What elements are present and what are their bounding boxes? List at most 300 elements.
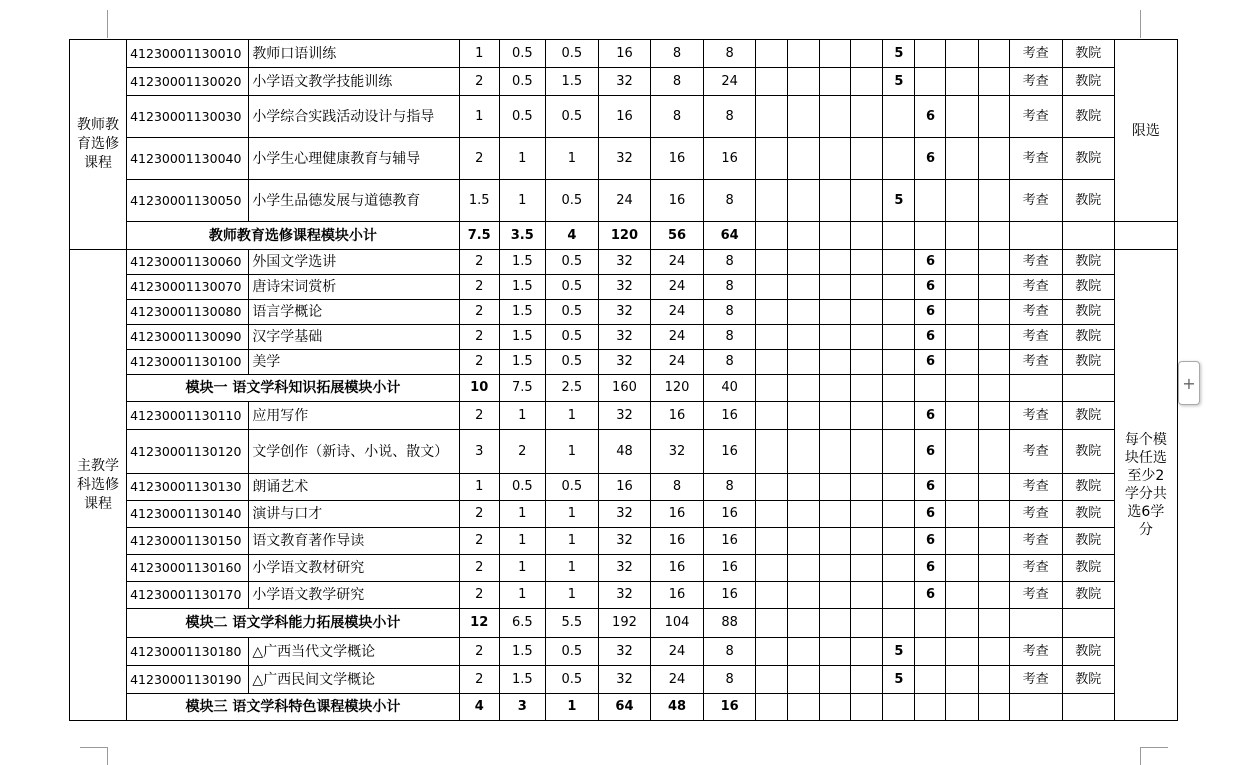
practice-credit-cell: 0.5	[545, 474, 598, 501]
practice-hours-cell: 24	[704, 68, 756, 96]
theory-hours-cell: 16	[651, 402, 704, 430]
semester-cell	[756, 501, 788, 528]
table-row	[70, 68, 1178, 96]
semester-cell	[820, 501, 851, 528]
semester-cell	[820, 638, 851, 666]
total-hours-cell: 48	[598, 430, 650, 474]
exam-type-cell: 考查	[1009, 40, 1062, 68]
theory-hours-cell: 8	[651, 68, 704, 96]
practice-credit-cell: 0.5	[545, 325, 598, 350]
semester-cell: 6	[915, 96, 946, 138]
empty-cell	[1062, 375, 1114, 402]
semester-cell	[756, 300, 788, 325]
theory-hours-cell: 32	[651, 430, 704, 474]
category-cell: 主教学科选修课程	[70, 250, 127, 721]
semester-cell	[788, 474, 820, 501]
table-row	[70, 300, 1178, 325]
exam-type-cell: 考查	[1009, 180, 1062, 222]
empty-cell	[883, 222, 915, 250]
subtotal-value: 4	[545, 222, 598, 250]
table-row	[70, 501, 1178, 528]
semester-cell: 6	[915, 474, 946, 501]
course-code: 41230001130140	[127, 501, 249, 528]
theory-hours-cell: 24	[651, 638, 704, 666]
table-row	[70, 325, 1178, 350]
department-cell: 教院	[1062, 300, 1114, 325]
semester-cell	[820, 430, 851, 474]
practice-credit-cell: 0.5	[545, 250, 598, 275]
empty-cell	[756, 609, 788, 638]
semester-cell	[978, 582, 1009, 609]
semester-cell: 6	[915, 555, 946, 582]
semester-cell	[883, 501, 915, 528]
semester-cell	[756, 638, 788, 666]
course-code: 41230001130050	[127, 180, 249, 222]
department-cell: 教院	[1062, 180, 1114, 222]
subtotal-label: 模块二 语文学科能力拓展模块小计	[127, 609, 460, 638]
department-cell: 教院	[1062, 474, 1114, 501]
semester-cell	[788, 638, 820, 666]
theory-credit-cell: 1.5	[499, 325, 545, 350]
total-hours-cell: 32	[598, 666, 650, 694]
empty-cell	[1009, 222, 1062, 250]
semester-cell	[978, 350, 1009, 375]
theory-credit-cell: 0.5	[499, 40, 545, 68]
department-cell: 教院	[1062, 325, 1114, 350]
practice-hours-cell: 16	[704, 402, 756, 430]
exam-type-cell: 考查	[1009, 638, 1062, 666]
subtotal-value: 120	[651, 375, 704, 402]
semester-cell	[978, 501, 1009, 528]
subtotal-value: 192	[598, 609, 650, 638]
semester-cell: 5	[883, 666, 915, 694]
semester-cell	[946, 528, 978, 555]
total-hours-cell: 32	[598, 250, 650, 275]
table-row	[70, 40, 1178, 68]
semester-cell	[756, 402, 788, 430]
table-row	[70, 638, 1178, 666]
semester-cell	[915, 666, 946, 694]
credit-cell: 1	[459, 474, 499, 501]
department-cell: 教院	[1062, 582, 1114, 609]
theory-hours-cell: 16	[651, 180, 704, 222]
empty-cell	[978, 694, 1009, 721]
course-name: △广西当代文学概论	[249, 638, 459, 666]
theory-credit-cell: 2	[499, 430, 545, 474]
theory-hours-cell: 24	[651, 275, 704, 300]
semester-cell	[946, 250, 978, 275]
empty-cell	[756, 375, 788, 402]
course-name: 演讲与口才	[249, 501, 459, 528]
theory-credit-cell: 1.5	[499, 250, 545, 275]
theory-hours-cell: 8	[651, 96, 704, 138]
credit-cell: 2	[459, 68, 499, 96]
semester-cell: 6	[915, 275, 946, 300]
semester-cell	[851, 250, 883, 275]
subtotal-value: 48	[651, 694, 704, 721]
course-name: 美学	[249, 350, 459, 375]
course-code: 41230001130160	[127, 555, 249, 582]
plus-icon: +	[1182, 373, 1196, 393]
theory-credit-cell: 1	[499, 555, 545, 582]
department-cell: 教院	[1062, 350, 1114, 375]
semester-cell	[946, 300, 978, 325]
total-hours-cell: 32	[598, 582, 650, 609]
credit-cell: 2	[459, 250, 499, 275]
empty-cell	[820, 375, 851, 402]
course-code: 41230001130080	[127, 300, 249, 325]
theory-hours-cell: 24	[651, 350, 704, 375]
semester-cell	[820, 555, 851, 582]
practice-credit-cell: 1	[545, 402, 598, 430]
semester-cell	[946, 180, 978, 222]
theory-credit-cell: 0.5	[499, 96, 545, 138]
semester-cell	[851, 180, 883, 222]
credit-cell: 2	[459, 402, 499, 430]
empty-cell	[1062, 694, 1114, 721]
semester-cell	[883, 96, 915, 138]
note-cell: 限选	[1114, 40, 1177, 222]
semester-cell	[946, 555, 978, 582]
semester-cell	[851, 350, 883, 375]
side-plus-button[interactable]	[1178, 361, 1200, 405]
course-code: 41230001130130	[127, 474, 249, 501]
semester-cell	[820, 180, 851, 222]
semester-cell: 6	[915, 402, 946, 430]
practice-credit-cell: 0.5	[545, 638, 598, 666]
table-row	[70, 555, 1178, 582]
practice-hours-cell: 8	[704, 300, 756, 325]
subtotal-value: 160	[598, 375, 650, 402]
theory-hours-cell: 24	[651, 250, 704, 275]
semester-cell: 6	[915, 501, 946, 528]
semester-cell	[788, 180, 820, 222]
semester-cell	[756, 528, 788, 555]
course-name: 语言学概论	[249, 300, 459, 325]
semester-cell	[820, 96, 851, 138]
total-hours-cell: 32	[598, 638, 650, 666]
semester-cell: 6	[915, 350, 946, 375]
course-code: 41230001130190	[127, 666, 249, 694]
department-cell: 教院	[1062, 138, 1114, 180]
theory-hours-cell: 24	[651, 300, 704, 325]
credit-cell: 2	[459, 350, 499, 375]
department-cell: 教院	[1062, 402, 1114, 430]
course-code: 41230001130010	[127, 40, 249, 68]
semester-cell	[946, 501, 978, 528]
semester-cell	[978, 180, 1009, 222]
semester-cell	[978, 275, 1009, 300]
empty-cell	[756, 694, 788, 721]
course-code: 41230001130060	[127, 250, 249, 275]
theory-credit-cell: 1.5	[499, 666, 545, 694]
table-row	[70, 180, 1178, 222]
total-hours-cell: 16	[598, 40, 650, 68]
table-row	[70, 350, 1178, 375]
credit-cell: 2	[459, 638, 499, 666]
credit-cell: 3	[459, 430, 499, 474]
semester-cell	[915, 40, 946, 68]
semester-cell	[978, 300, 1009, 325]
credit-cell: 2	[459, 666, 499, 694]
semester-cell	[978, 555, 1009, 582]
table-row	[70, 250, 1178, 275]
crop-mark-bottom-left	[80, 747, 108, 765]
semester-cell	[978, 138, 1009, 180]
subtotal-row	[70, 694, 1178, 721]
theory-credit-cell: 1.5	[499, 275, 545, 300]
practice-credit-cell: 0.5	[545, 96, 598, 138]
empty-cell	[915, 609, 946, 638]
semester-cell	[788, 138, 820, 180]
subtotal-value: 2.5	[545, 375, 598, 402]
empty-cell	[946, 375, 978, 402]
theory-credit-cell: 1	[499, 528, 545, 555]
department-cell: 教院	[1062, 501, 1114, 528]
semester-cell	[756, 68, 788, 96]
subtotal-row	[70, 609, 1178, 638]
semester-cell	[788, 250, 820, 275]
subtotal-row	[70, 375, 1178, 402]
empty-cell	[978, 375, 1009, 402]
empty-cell	[788, 609, 820, 638]
exam-type-cell: 考查	[1009, 501, 1062, 528]
total-hours-cell: 32	[598, 501, 650, 528]
practice-credit-cell: 0.5	[545, 300, 598, 325]
semester-cell: 5	[883, 180, 915, 222]
credit-cell: 2	[459, 555, 499, 582]
subtotal-value: 6.5	[499, 609, 545, 638]
practice-credit-cell: 0.5	[545, 350, 598, 375]
semester-cell	[756, 96, 788, 138]
theory-credit-cell: 0.5	[499, 474, 545, 501]
credit-cell: 2	[459, 275, 499, 300]
semester-cell	[820, 250, 851, 275]
credit-cell: 2	[459, 300, 499, 325]
table-row	[70, 96, 1178, 138]
practice-hours-cell: 8	[704, 474, 756, 501]
semester-cell	[851, 666, 883, 694]
semester-cell	[946, 474, 978, 501]
practice-hours-cell: 8	[704, 666, 756, 694]
practice-credit-cell: 1	[545, 528, 598, 555]
semester-cell	[915, 180, 946, 222]
empty-cell	[946, 222, 978, 250]
empty-cell	[883, 694, 915, 721]
practice-hours-cell: 8	[704, 350, 756, 375]
subtotal-value: 10	[459, 375, 499, 402]
exam-type-cell: 考查	[1009, 555, 1062, 582]
subtotal-value: 12	[459, 609, 499, 638]
exam-type-cell: 考查	[1009, 325, 1062, 350]
semester-cell	[851, 325, 883, 350]
department-cell: 教院	[1062, 40, 1114, 68]
semester-cell	[756, 275, 788, 300]
course-name: 小学语文教学技能训练	[249, 68, 459, 96]
semester-cell	[883, 275, 915, 300]
empty-cell	[883, 609, 915, 638]
course-name: 汉字学基础	[249, 325, 459, 350]
empty-cell	[946, 694, 978, 721]
theory-hours-cell: 24	[651, 325, 704, 350]
semester-cell	[883, 250, 915, 275]
semester-cell	[820, 350, 851, 375]
semester-cell	[851, 96, 883, 138]
empty-cell	[978, 609, 1009, 638]
theory-hours-cell: 16	[651, 501, 704, 528]
subtotal-value: 4	[459, 694, 499, 721]
subtotal-label: 教师教育选修课程模块小计	[127, 222, 460, 250]
exam-type-cell: 考查	[1009, 666, 1062, 694]
department-cell: 教院	[1062, 528, 1114, 555]
theory-credit-cell: 1	[499, 501, 545, 528]
semester-cell	[946, 96, 978, 138]
empty-cell	[820, 222, 851, 250]
semester-cell: 6	[915, 430, 946, 474]
table-row	[70, 138, 1178, 180]
semester-cell	[946, 325, 978, 350]
semester-cell	[851, 40, 883, 68]
subtotal-value: 16	[704, 694, 756, 721]
exam-type-cell: 考查	[1009, 474, 1062, 501]
course-name: △广西民间文学概论	[249, 666, 459, 694]
theory-credit-cell: 1	[499, 138, 545, 180]
department-cell: 教院	[1062, 96, 1114, 138]
semester-cell	[851, 474, 883, 501]
semester-cell	[756, 666, 788, 694]
course-code: 41230001130120	[127, 430, 249, 474]
department-cell: 教院	[1062, 250, 1114, 275]
theory-hours-cell: 16	[651, 582, 704, 609]
semester-cell	[820, 68, 851, 96]
semester-cell	[820, 275, 851, 300]
practice-credit-cell: 1.5	[545, 68, 598, 96]
semester-cell: 6	[915, 582, 946, 609]
practice-hours-cell: 8	[704, 250, 756, 275]
table-row	[70, 666, 1178, 694]
total-hours-cell: 32	[598, 325, 650, 350]
total-hours-cell: 32	[598, 402, 650, 430]
semester-cell	[820, 528, 851, 555]
total-hours-cell: 16	[598, 474, 650, 501]
note-cell: 每个模块任选至少2学分共选6学分	[1114, 250, 1177, 721]
table-row	[70, 402, 1178, 430]
department-cell: 教院	[1062, 430, 1114, 474]
crop-mark-top-right	[1140, 10, 1141, 38]
subtotal-value: 120	[598, 222, 650, 250]
semester-cell	[883, 555, 915, 582]
credit-cell: 1	[459, 96, 499, 138]
semester-cell: 6	[915, 138, 946, 180]
table-row	[70, 474, 1178, 501]
course-code: 41230001130090	[127, 325, 249, 350]
semester-cell	[820, 666, 851, 694]
practice-hours-cell: 16	[704, 582, 756, 609]
practice-hours-cell: 16	[704, 138, 756, 180]
semester-cell	[788, 430, 820, 474]
semester-cell	[978, 68, 1009, 96]
semester-cell	[820, 582, 851, 609]
semester-cell	[883, 325, 915, 350]
exam-type-cell: 考查	[1009, 300, 1062, 325]
semester-cell	[788, 402, 820, 430]
semester-cell	[820, 474, 851, 501]
empty-cell	[788, 694, 820, 721]
semester-cell	[946, 582, 978, 609]
total-hours-cell: 32	[598, 68, 650, 96]
semester-cell	[883, 402, 915, 430]
course-code: 41230001130070	[127, 275, 249, 300]
empty-cell	[978, 222, 1009, 250]
empty-cell	[915, 375, 946, 402]
semester-cell: 6	[915, 300, 946, 325]
credit-cell: 2	[459, 528, 499, 555]
practice-hours-cell: 8	[704, 325, 756, 350]
course-code: 41230001130150	[127, 528, 249, 555]
department-cell: 教院	[1062, 638, 1114, 666]
practice-hours-cell: 8	[704, 275, 756, 300]
semester-cell	[851, 501, 883, 528]
department-cell: 教院	[1062, 555, 1114, 582]
course-name: 语文教育著作导读	[249, 528, 459, 555]
semester-cell	[946, 275, 978, 300]
semester-cell	[788, 96, 820, 138]
course-name: 小学语文教材研究	[249, 555, 459, 582]
theory-credit-cell: 0.5	[499, 68, 545, 96]
empty-cell	[915, 222, 946, 250]
subtotal-value: 64	[704, 222, 756, 250]
theory-credit-cell: 1.5	[499, 300, 545, 325]
empty-cell	[851, 694, 883, 721]
semester-cell	[756, 555, 788, 582]
subtotal-value: 3.5	[499, 222, 545, 250]
semester-cell	[978, 474, 1009, 501]
empty-cell	[1062, 609, 1114, 638]
practice-hours-cell: 8	[704, 40, 756, 68]
subtotal-value: 3	[499, 694, 545, 721]
table-row	[70, 528, 1178, 555]
semester-cell	[756, 582, 788, 609]
theory-hours-cell: 16	[651, 555, 704, 582]
empty-cell	[788, 222, 820, 250]
theory-credit-cell: 1	[499, 402, 545, 430]
empty-cell	[820, 609, 851, 638]
total-hours-cell: 32	[598, 275, 650, 300]
empty-cell	[1062, 222, 1114, 250]
exam-type-cell: 考查	[1009, 582, 1062, 609]
subtotal-label: 模块一 语文学科知识拓展模块小计	[127, 375, 460, 402]
semester-cell	[883, 350, 915, 375]
credit-cell: 2	[459, 138, 499, 180]
semester-cell	[788, 555, 820, 582]
empty-cell	[851, 222, 883, 250]
exam-type-cell: 考查	[1009, 275, 1062, 300]
semester-cell	[788, 582, 820, 609]
semester-cell	[820, 138, 851, 180]
course-code: 41230001130170	[127, 582, 249, 609]
course-name: 小学综合实践活动设计与指导	[249, 96, 459, 138]
subtotal-value: 7.5	[459, 222, 499, 250]
semester-cell	[756, 474, 788, 501]
practice-hours-cell: 16	[704, 528, 756, 555]
course-code: 41230001130180	[127, 638, 249, 666]
empty-cell	[820, 694, 851, 721]
semester-cell	[756, 40, 788, 68]
semester-cell	[756, 325, 788, 350]
empty-cell	[946, 609, 978, 638]
semester-cell	[820, 402, 851, 430]
subtotal-value: 40	[704, 375, 756, 402]
